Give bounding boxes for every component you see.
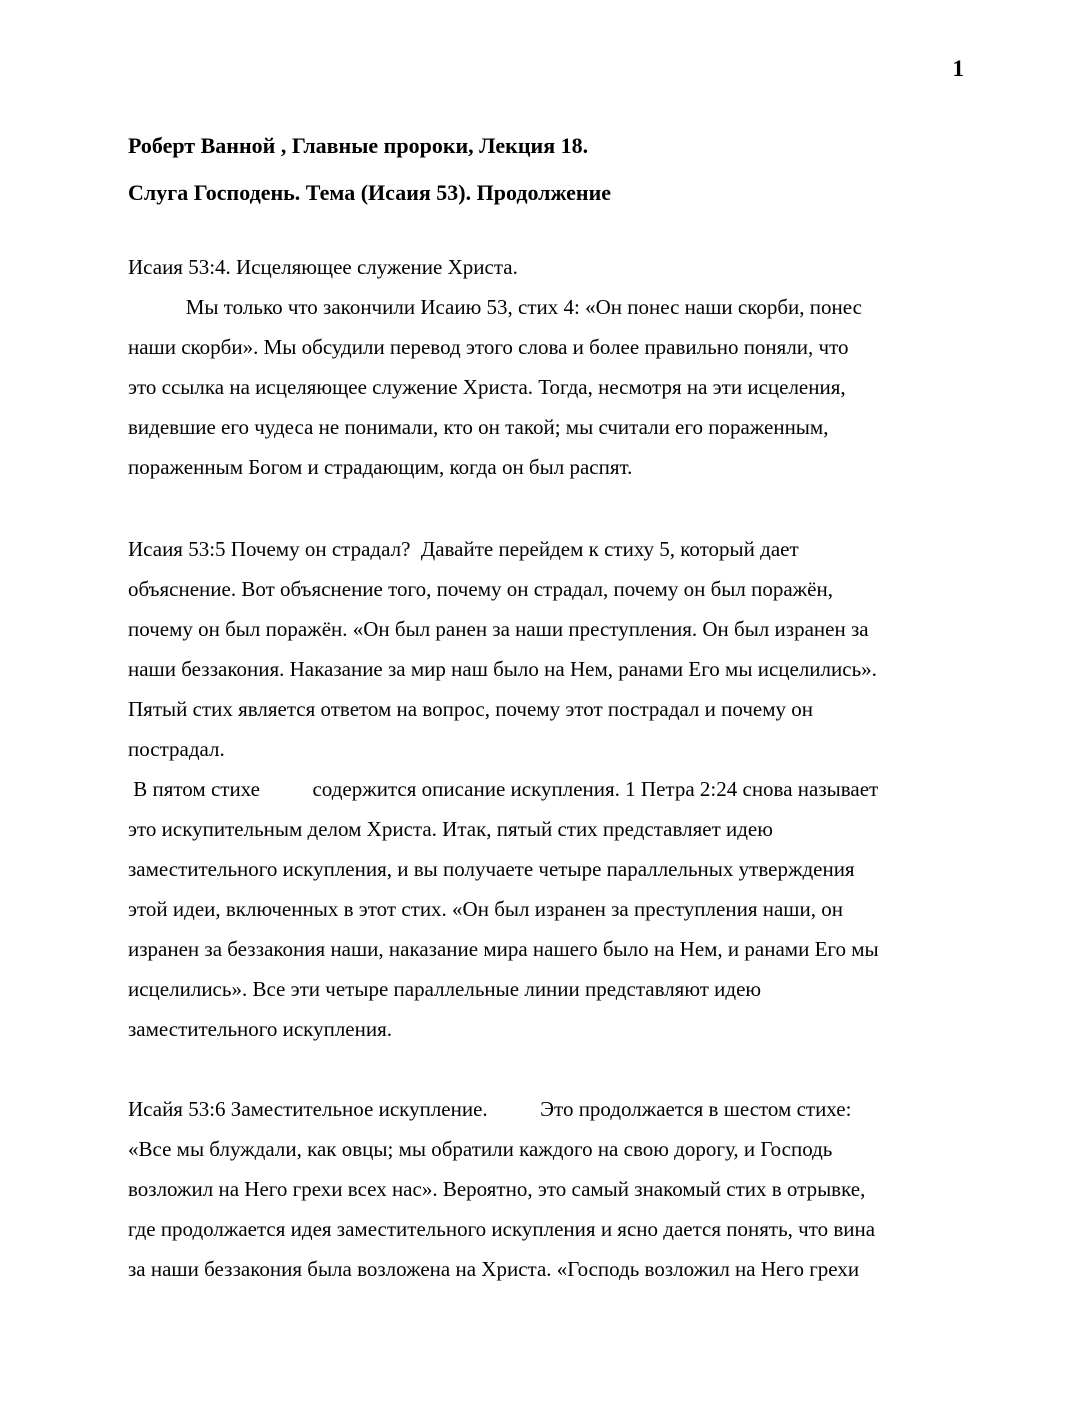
paragraph-fifth-verse-atonement <box>128 769 978 1049</box>
text-line: пораженным Богом и страдающим, когда он был распят. <box>128 455 633 479</box>
text-line: это искупительным делом Христа. Итак, пятый стих представляет идею <box>128 817 773 841</box>
page-number: 1 <box>952 56 964 81</box>
text-line: за наши беззакония была возложена на Христа. «Господь возложил на Него грехи <box>128 1257 860 1281</box>
document-title <box>128 122 978 216</box>
section-isaiah-53-4 <box>128 247 978 487</box>
text-line: заместительного искупления. <box>128 1017 393 1041</box>
text-line: видевшие его чудеса не понимали, кто он такой; мы считали его пораженным, <box>128 415 829 439</box>
text-line: Роберт Ванной , Главные пророки, Лекция 18. <box>128 133 589 158</box>
text-line: «Все мы блуждали, как овцы; мы обратили каждого на свою дорогу, и Господь <box>128 1137 833 1161</box>
text-line: В пятом стихе содержится описание искупления. 1 Петра 2:24 снова называет <box>128 777 879 801</box>
text-line: где продолжается идея заместительного искупления и ясно дается понять, что вина <box>128 1217 876 1241</box>
text-line: почему он был поражён. «Он был ранен за наши преступления. Он был изранен за <box>128 617 869 641</box>
text-line: этой идеи, включенных в этот стих. «Он был изранен за преступления наши, он <box>128 897 843 921</box>
text-line: исцелились». Все эти четыре параллельные линии представляют идею <box>128 977 762 1001</box>
text-line: Пятый стих является ответом на вопрос, почему этот пострадал и почему он <box>128 697 814 721</box>
section-isaiah-53-5 <box>128 529 978 769</box>
text-line: Мы только что закончили Исаию 53, стих 4: «Он понес наши скорби, понес <box>128 295 862 319</box>
text-line: Исаия 53:4. Исцеляющее служение Христа. <box>128 255 518 279</box>
text-line: возложил на Него грехи всех нас». Вероятно, это самый знакомый стих в отрывке, <box>128 1177 866 1201</box>
text-line: Исайя 53:6 Заместительное искупление. Это продолжается в шестом стихе: <box>128 1097 852 1121</box>
text-line: изранен за беззакония наши, наказание мира нашего было на Нем, и ранами Его мы <box>128 937 879 961</box>
text-line: объяснение. Вот объяснение того, почему он страдал, почему он был поражён, <box>128 577 833 601</box>
text-line: наши беззакония. Наказание за мир наш было на Нем, ранами Его мы исцелились». <box>128 657 877 681</box>
text-line: Исаия 53:5 Почему он страдал? Давайте перейдем к стиху 5, который дает <box>128 537 799 561</box>
text-line: наши скорби». Мы обсудили перевод этого слова и более правильно поняли, что <box>128 335 849 359</box>
text-line: Слуга Господень. Тема (Исаия 53). Продолжение <box>128 180 612 205</box>
document-content <box>128 122 978 1289</box>
section-isaiah-53-6 <box>128 1089 978 1289</box>
text-line: заместительного искупления, и вы получаете четыре параллельных утверждения <box>128 857 855 881</box>
text-line: это ссылка на исцеляющее служение Христа. Тогда, несмотря на эти исцеления, <box>128 375 846 399</box>
text-line: пострадал. <box>128 737 225 761</box>
